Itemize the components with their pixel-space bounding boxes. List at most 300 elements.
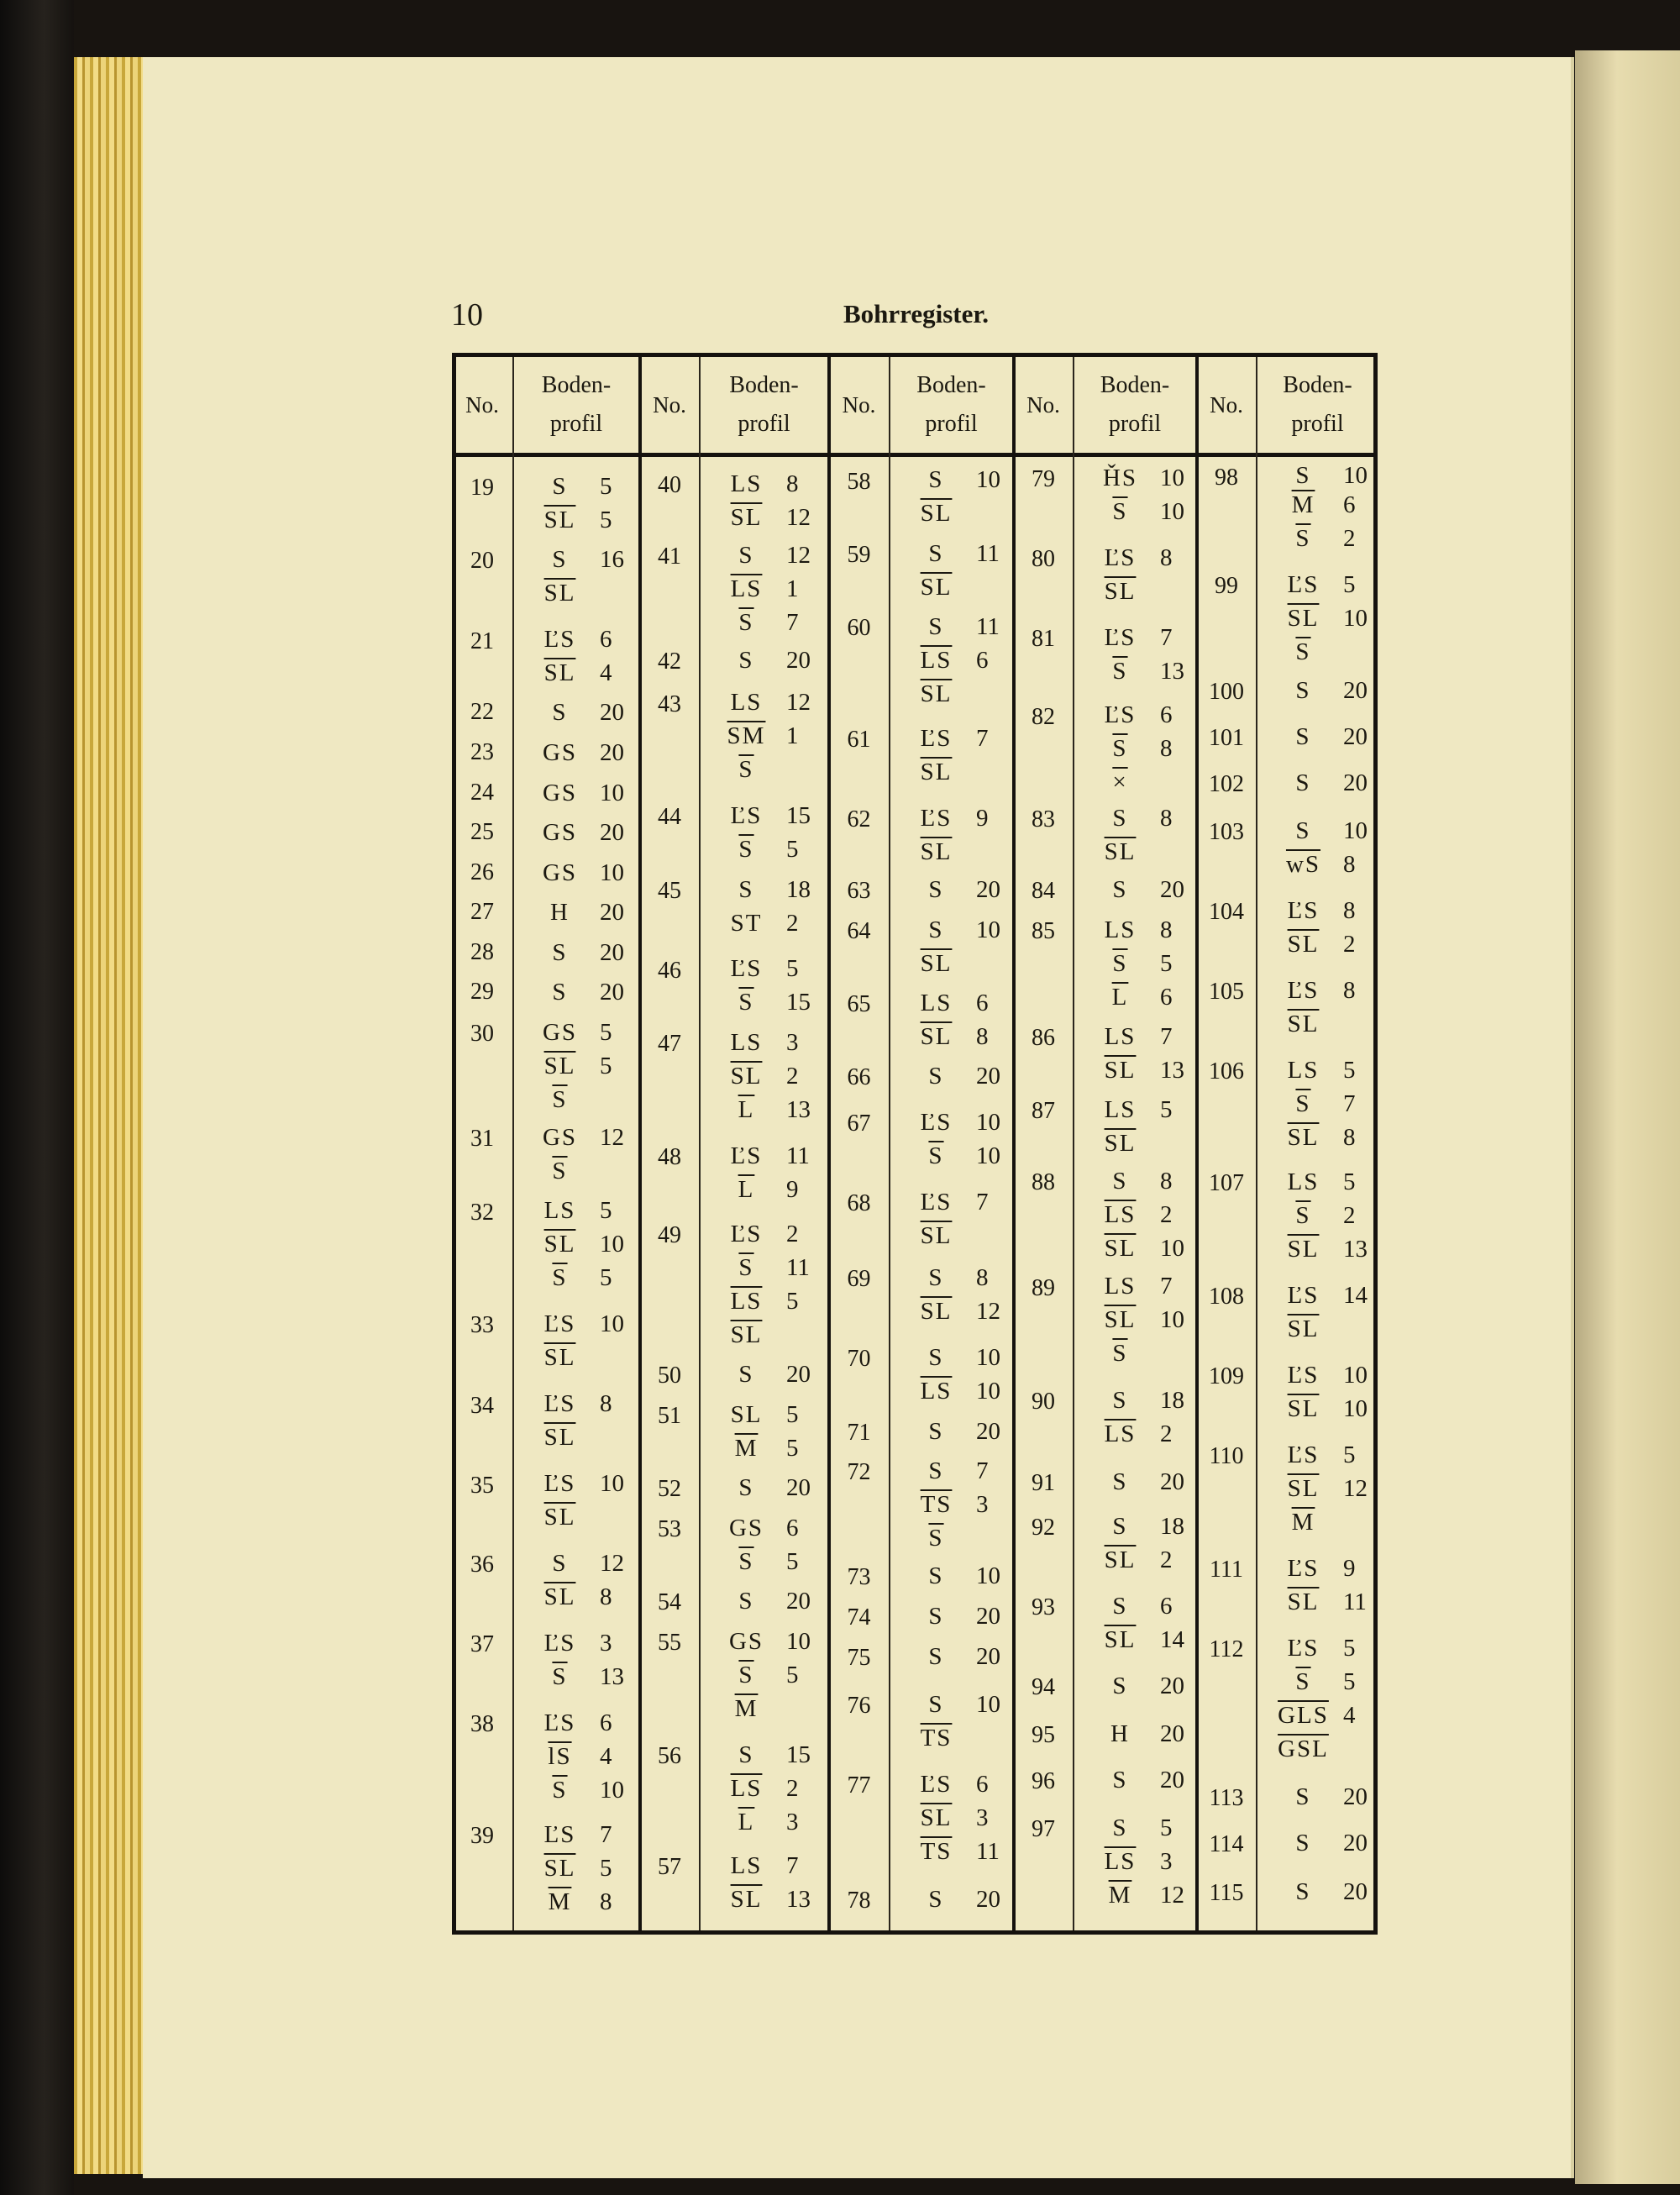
- soil-profile-entry: [896, 1525, 1014, 1552]
- soil-symbol: ĽS: [730, 802, 763, 829]
- column-rule-light: [1256, 357, 1257, 1930]
- soil-symbol: S: [552, 546, 568, 573]
- depth-value: 20: [1160, 876, 1184, 903]
- soil-profile-entry: [706, 756, 824, 784]
- depth-value: 7: [786, 1852, 799, 1879]
- soil-symbol: $\overline{S}$: [928, 1142, 944, 1169]
- soil-profile-entry: [706, 876, 824, 904]
- soil-profile-entry: [706, 955, 824, 983]
- soil-profile-entry: [706, 1474, 824, 1502]
- depth-value: 20: [1343, 1783, 1368, 1810]
- soil-profile-entry: [896, 1691, 1014, 1719]
- soil-profile-entry: [706, 1662, 824, 1689]
- book-cover-edge: [0, 0, 74, 2195]
- depth-value: 13: [786, 1886, 811, 1913]
- soil-profile-entry: [1080, 498, 1198, 526]
- soil-profile-entry: [896, 916, 1014, 944]
- soil-symbol: $\overline{LS}$: [730, 1288, 763, 1315]
- soil-profile-entry: [706, 1435, 824, 1462]
- soil-symbol: GS: [542, 1019, 578, 1046]
- soil-profile-entry: [1080, 578, 1198, 606]
- soil-profile-entry: [896, 1562, 1014, 1590]
- facing-page-edge: [1575, 50, 1680, 2184]
- soil-profile-entry: [520, 1743, 638, 1771]
- soil-symbol: S: [1112, 1513, 1128, 1540]
- soil-profile-entry: [706, 1221, 824, 1248]
- soil-profile-entry: [1263, 1509, 1381, 1536]
- soil-symbol: ĽS: [1287, 1282, 1320, 1309]
- soil-symbol: $\overline{S}$: [738, 1548, 754, 1575]
- soil-symbol: $\overline{L}$: [738, 1809, 755, 1835]
- soil-profile-entry: [1263, 491, 1381, 519]
- soil-symbol: $\overline{LS}$: [920, 1378, 953, 1405]
- boring-number: 22: [470, 699, 494, 725]
- depth-value: 5: [786, 955, 799, 982]
- soil-symbol: $\overline{SL}$: [1287, 1124, 1320, 1151]
- boring-number: 91: [1032, 1470, 1055, 1496]
- soil-profile-entry: [1263, 1878, 1381, 1906]
- depth-value: 7: [976, 1189, 989, 1216]
- boring-number: 89: [1032, 1275, 1055, 1301]
- depth-value: 18: [1160, 1387, 1184, 1414]
- depth-value: 2: [786, 1775, 799, 1802]
- soil-profile-entry: [520, 1158, 638, 1185]
- soil-symbol: LS: [1104, 1273, 1137, 1300]
- soil-symbol: $\overline{LS}$: [1104, 1420, 1137, 1447]
- running-header: Bohrregister.: [843, 299, 990, 328]
- soil-symbol: $\overline{TS}$: [920, 1838, 953, 1865]
- depth-value: 6: [1160, 701, 1173, 728]
- soil-symbol: ĽS: [543, 1310, 576, 1337]
- soil-symbol: GS: [542, 1124, 578, 1151]
- depth-value: 5: [1343, 1057, 1356, 1084]
- depth-value: 20: [600, 699, 624, 726]
- soil-symbol: S: [928, 466, 944, 493]
- soil-profile-entry: [1263, 1236, 1381, 1263]
- soil-profile-entry: [1080, 1673, 1198, 1700]
- soil-symbol: $\overline{M}$: [734, 1435, 759, 1462]
- depth-value: 13: [600, 1663, 624, 1690]
- soil-profile-entry: [896, 1142, 1014, 1170]
- soil-symbol: S: [1295, 1830, 1311, 1856]
- soil-profile-entry: [896, 1643, 1014, 1671]
- soil-symbol: $\overline{S}$: [1112, 658, 1128, 685]
- soil-symbol: S: [1112, 1673, 1128, 1699]
- boring-number: 67: [847, 1111, 871, 1137]
- soil-profile-entry: [706, 1628, 824, 1656]
- header-bodenprofil-bottom: profil: [1108, 411, 1162, 437]
- depth-value: 20: [600, 899, 624, 926]
- soil-symbol: ĽS: [1287, 571, 1320, 598]
- soil-profile-entry: [1080, 1814, 1198, 1842]
- column-rule-light: [889, 357, 890, 1930]
- boring-number: 96: [1032, 1768, 1055, 1794]
- soil-symbol: $\overline{wS}$: [1285, 851, 1321, 878]
- soil-symbol: S: [738, 876, 754, 903]
- depth-value: 10: [600, 1310, 624, 1337]
- depth-value: 4: [1343, 1702, 1356, 1729]
- soil-symbol: S: [738, 647, 754, 674]
- soil-profile-entry: [1263, 605, 1381, 633]
- soil-profile-entry: [520, 1630, 638, 1657]
- soil-profile-entry: [896, 1023, 1014, 1051]
- depth-value: 8: [1160, 544, 1173, 571]
- boring-number: 107: [1209, 1170, 1244, 1196]
- soil-symbol: $\overline{SL}$: [1104, 1235, 1137, 1262]
- soil-profile-entry: [520, 780, 638, 807]
- depth-value: 5: [786, 836, 799, 863]
- soil-symbol: GS: [542, 859, 578, 886]
- soil-profile-entry: [1080, 1513, 1198, 1541]
- soil-symbol: S: [738, 1474, 754, 1501]
- soil-profile-entry: [1080, 1626, 1198, 1654]
- soil-symbol: S: [928, 1562, 944, 1589]
- soil-profile-entry: [1263, 1635, 1381, 1662]
- depth-value: 4: [600, 1743, 612, 1770]
- soil-profile-entry: [1263, 1124, 1381, 1152]
- depth-value: 10: [1160, 498, 1184, 525]
- soil-profile-entry: [706, 504, 824, 532]
- soil-profile-entry: [1080, 1848, 1198, 1876]
- soil-symbol: $\overline{SL}$: [920, 500, 953, 527]
- soil-symbol: S: [928, 1063, 944, 1090]
- soil-symbol: ĽS: [730, 955, 763, 982]
- depth-value: 12: [786, 504, 811, 531]
- soil-profile-entry: [706, 1254, 824, 1282]
- soil-symbol: $\overline{SL}$: [543, 1424, 576, 1451]
- soil-symbol: $\overline{SL}$: [543, 507, 576, 533]
- boring-number: 60: [847, 615, 871, 641]
- soil-profile-entry: [706, 722, 824, 750]
- boring-number: 20: [470, 548, 494, 574]
- depth-value: 6: [976, 990, 989, 1016]
- soil-symbol: GS: [542, 819, 578, 846]
- boring-number: 29: [470, 979, 494, 1005]
- depth-value: 15: [786, 989, 811, 1016]
- soil-profile-entry: [1080, 1130, 1198, 1158]
- soil-profile-entry: [1080, 1096, 1198, 1124]
- soil-symbol: ĽS: [1287, 1555, 1320, 1582]
- soil-symbol: S: [738, 542, 754, 569]
- depth-value: 4: [600, 659, 612, 686]
- depth-value: 20: [786, 1474, 811, 1501]
- depth-value: 20: [976, 1603, 1000, 1630]
- depth-value: 20: [976, 876, 1000, 903]
- depth-value: 20: [976, 1643, 1000, 1670]
- soil-symbol: $\overline{SL}$: [1287, 1475, 1320, 1502]
- soil-symbol: $\overline{S}$: [1295, 638, 1311, 665]
- soil-symbol: $\overline{SL}$: [543, 1504, 576, 1531]
- boring-number: 100: [1209, 679, 1244, 705]
- soil-profile-entry: [520, 1504, 638, 1531]
- soil-symbol: $\overline{S}$: [552, 1264, 568, 1291]
- soil-profile-entry: [1080, 805, 1198, 832]
- depth-value: 5: [786, 1435, 799, 1462]
- depth-value: 15: [786, 1741, 811, 1768]
- soil-symbol: $\overline{L}$: [1111, 984, 1129, 1011]
- boring-number: 81: [1032, 626, 1055, 652]
- boring-number: 83: [1032, 806, 1055, 832]
- soil-profile-entry: [520, 473, 638, 501]
- soil-symbol: $\overline{SL}$: [920, 1804, 953, 1831]
- soil-symbol: $\overline{SL}$: [730, 504, 763, 531]
- depth-value: 5: [600, 473, 612, 500]
- soil-symbol: $\overline{LS}$: [730, 1775, 763, 1802]
- soil-symbol: $\overline{SL}$: [1104, 1546, 1137, 1573]
- depth-value: 5: [786, 1288, 799, 1315]
- depth-value: 5: [1343, 1635, 1356, 1662]
- soil-profile-entry: [1263, 1057, 1381, 1084]
- depth-value: 6: [1160, 1593, 1173, 1620]
- soil-symbol: $\overline{LS}$: [1104, 1848, 1137, 1875]
- soil-symbol: $\overline{SL}$: [1104, 1626, 1137, 1653]
- depth-value: 6: [976, 1771, 989, 1798]
- header-bodenprofil: [701, 357, 827, 453]
- boring-number: 99: [1215, 573, 1238, 599]
- soil-profile-entry: [1263, 1555, 1381, 1583]
- soil-symbol: LS: [1287, 1168, 1320, 1195]
- soil-symbol: $\overline{GLS}$: [1278, 1702, 1329, 1729]
- soil-profile-entry: [1263, 851, 1381, 879]
- header-bodenprofil-top: Boden-: [1283, 372, 1352, 398]
- soil-profile-entry: [1263, 977, 1381, 1005]
- soil-profile-entry: [1263, 1588, 1381, 1616]
- soil-profile-entry: [1080, 876, 1198, 904]
- soil-profile-entry: [1080, 1273, 1198, 1300]
- page-edges: [74, 57, 154, 2174]
- boring-number: 43: [658, 691, 681, 717]
- soil-profile-entry: [706, 1695, 824, 1723]
- soil-profile-entry: [1080, 916, 1198, 944]
- soil-profile-entry: [706, 1852, 824, 1880]
- depth-value: 18: [1160, 1513, 1184, 1540]
- soil-profile-entry: [1263, 1783, 1381, 1811]
- depth-value: 20: [1160, 1468, 1184, 1495]
- boring-number: 87: [1032, 1098, 1055, 1124]
- soil-symbol: LS: [1104, 1023, 1137, 1050]
- depth-value: 20: [1343, 1878, 1368, 1905]
- boring-number: 40: [658, 472, 681, 498]
- depth-value: 9: [786, 1176, 799, 1203]
- soil-profile-entry: [1263, 525, 1381, 553]
- soil-symbol: $\overline{S}$: [552, 1777, 568, 1804]
- header-no: No.: [1026, 391, 1060, 417]
- soil-profile-entry: [896, 1344, 1014, 1372]
- soil-profile-entry: [706, 470, 824, 498]
- soil-symbol: $\overline{SL}$: [920, 680, 953, 707]
- depth-value: 8: [600, 1888, 612, 1915]
- soil-profile-entry: [896, 1109, 1014, 1137]
- soil-symbol: $\overline{M}$: [1291, 1509, 1315, 1536]
- soil-symbol: GS: [728, 1515, 764, 1541]
- boring-number: 68: [847, 1190, 871, 1216]
- soil-symbol: ĽS: [1104, 624, 1137, 651]
- depth-value: 12: [1160, 1882, 1184, 1909]
- soil-symbol: $\overline{S}$: [928, 1525, 944, 1552]
- soil-profile-entry: [706, 575, 824, 603]
- soil-profile-entry: [1080, 1720, 1198, 1748]
- soil-symbol: $\overline{S}$: [1112, 950, 1128, 977]
- soil-symbol: $\overline{S}$: [738, 1662, 754, 1688]
- depth-value: 3: [600, 1630, 612, 1657]
- soil-symbol: $\overline{SL}$: [730, 1063, 763, 1090]
- soil-symbol: ĽS: [1287, 1362, 1320, 1389]
- header-bodenprofil-bottom: profil: [549, 411, 603, 437]
- boring-number: 98: [1215, 465, 1238, 491]
- depth-value: 10: [1343, 817, 1368, 844]
- depth-value: 20: [1160, 1673, 1184, 1699]
- boring-number: 57: [658, 1854, 681, 1880]
- soil-profile-entry: [1263, 723, 1381, 751]
- depth-value: 6: [600, 1709, 612, 1736]
- soil-symbol: $\overline{SL}$: [920, 1222, 953, 1249]
- depth-value: 5: [786, 1548, 799, 1575]
- boring-number: 36: [470, 1552, 494, 1578]
- header-no: No.: [465, 391, 499, 417]
- soil-profile-entry: [520, 1390, 638, 1418]
- soil-symbol: $\overline{SL}$: [1104, 838, 1137, 865]
- boring-number: 78: [847, 1888, 871, 1914]
- soil-symbol: ×: [1112, 769, 1128, 796]
- soil-profile-entry: [1263, 1395, 1381, 1423]
- soil-symbol: S: [1112, 1168, 1128, 1195]
- soil-profile-entry: [520, 1197, 638, 1225]
- boring-number: 19: [470, 475, 494, 501]
- depth-value: 5: [600, 1197, 612, 1224]
- header-rule: [456, 453, 1373, 457]
- boring-number: 30: [470, 1021, 494, 1047]
- soil-profile-entry: [1080, 1767, 1198, 1794]
- soil-symbol: S: [1112, 805, 1128, 832]
- boring-number: 27: [470, 899, 494, 925]
- soil-profile-entry: [896, 1189, 1014, 1216]
- soil-profile-entry: [520, 1777, 638, 1804]
- header-bodenprofil-top: Boden-: [541, 372, 612, 398]
- soil-symbol: $\overline{SL}$: [1287, 931, 1320, 958]
- soil-symbol: $\overline{SL}$: [1287, 605, 1320, 632]
- soil-profile-entry: [706, 1588, 824, 1615]
- depth-value: 10: [976, 1142, 1000, 1169]
- soil-profile-entry: [1263, 1830, 1381, 1857]
- boring-number: 65: [847, 991, 871, 1017]
- depth-value: 10: [600, 1777, 624, 1804]
- soil-symbol: S: [1112, 1767, 1128, 1793]
- boring-number: 28: [470, 939, 494, 965]
- soil-profile-entry: [896, 574, 1014, 601]
- soil-profile-entry: [706, 910, 824, 937]
- soil-profile-entry: [896, 1298, 1014, 1326]
- soil-profile-entry: [520, 1663, 638, 1691]
- depth-value: 2: [786, 1063, 799, 1090]
- soil-symbol: S: [928, 1643, 944, 1670]
- depth-value: 11: [976, 613, 1000, 640]
- soil-profile-entry: [896, 1063, 1014, 1090]
- header-bodenprofil-top: Boden-: [1100, 372, 1170, 398]
- soil-profile-entry: [896, 1771, 1014, 1799]
- soil-profile-entry: [1263, 1168, 1381, 1196]
- boring-number: 48: [658, 1144, 681, 1170]
- soil-symbol: ĽS: [920, 1109, 953, 1136]
- soil-symbol: $\overline{M}$: [1291, 491, 1315, 518]
- soil-profile-entry: [896, 759, 1014, 786]
- depth-value: 13: [786, 1096, 811, 1123]
- depth-value: 11: [786, 1254, 810, 1281]
- soil-profile-entry: [706, 1809, 824, 1836]
- soil-profile-entry: [1263, 1362, 1381, 1389]
- depth-value: 10: [1343, 1362, 1368, 1389]
- soil-symbol: $\overline{SM}$: [727, 722, 766, 749]
- depth-value: 9: [1343, 1555, 1356, 1582]
- soil-symbol: LS: [1104, 916, 1137, 943]
- soil-profile-entry: [1080, 1340, 1198, 1368]
- depth-value: 5: [600, 1264, 612, 1291]
- soil-profile-entry: [1263, 1668, 1381, 1696]
- soil-symbol: $\overline{L}$: [738, 1096, 755, 1123]
- soil-symbol: ĽS: [1287, 1635, 1320, 1662]
- soil-profile-entry: [706, 802, 824, 830]
- boring-number: 50: [658, 1363, 681, 1389]
- depth-value: 3: [786, 1029, 799, 1056]
- depth-value: 3: [976, 1491, 989, 1518]
- depth-value: 13: [1160, 1057, 1184, 1084]
- soil-profile-entry: [706, 1741, 824, 1769]
- soil-symbol: S: [552, 1550, 568, 1577]
- soil-profile-entry: [1263, 769, 1381, 797]
- soil-symbol: $\overline{lS}$: [548, 1743, 572, 1770]
- boring-number: 80: [1032, 546, 1055, 572]
- soil-symbol: S: [1295, 462, 1311, 489]
- soil-symbol: SL: [730, 1401, 763, 1428]
- soil-profile-entry: [1263, 677, 1381, 705]
- soil-symbol: $\overline{LS}$: [920, 647, 953, 674]
- soil-profile-entry: [1080, 1468, 1198, 1496]
- soil-symbol: $\overline{SL}$: [1287, 1395, 1320, 1422]
- soil-symbol: ĽS: [543, 1390, 576, 1417]
- depth-value: 5: [1343, 571, 1356, 598]
- boring-number: 46: [658, 958, 681, 984]
- soil-profile-entry: [896, 647, 1014, 675]
- depth-value: 7: [786, 609, 799, 636]
- soil-symbol: ĽS: [543, 626, 576, 653]
- soil-symbol: S: [928, 1344, 944, 1371]
- depth-value: 20: [976, 1418, 1000, 1445]
- soil-profile-entry: [1263, 462, 1381, 490]
- soil-symbol: LS: [730, 1852, 763, 1879]
- boring-number: 52: [658, 1476, 681, 1502]
- depth-value: 10: [976, 1344, 1000, 1371]
- boring-number: 63: [847, 878, 871, 904]
- soil-symbol: ĽS: [543, 1821, 576, 1848]
- soil-profile-entry: [520, 979, 638, 1006]
- soil-profile-entry: [520, 1855, 638, 1883]
- soil-symbol: $\overline{SL}$: [543, 580, 576, 607]
- soil-profile-entry: [896, 990, 1014, 1017]
- soil-symbol: $\overline{S}$: [738, 1254, 754, 1281]
- header-bodenprofil-top: Boden-: [729, 372, 799, 398]
- soil-profile-entry: [896, 613, 1014, 641]
- soil-symbol: $\overline{SL}$: [730, 1321, 763, 1348]
- depth-value: 2: [1160, 1546, 1173, 1573]
- soil-symbol: $\overline{S}$: [1295, 1668, 1311, 1695]
- soil-profile-entry: [706, 1361, 824, 1389]
- boring-number: 69: [847, 1266, 871, 1292]
- depth-value: 14: [1160, 1626, 1184, 1653]
- soil-symbol: S: [928, 1418, 944, 1445]
- soil-profile-entry: [520, 546, 638, 574]
- depth-value: 5: [1160, 950, 1173, 977]
- soil-symbol: $\overline{S}$: [552, 1663, 568, 1690]
- soil-symbol: S: [928, 876, 944, 903]
